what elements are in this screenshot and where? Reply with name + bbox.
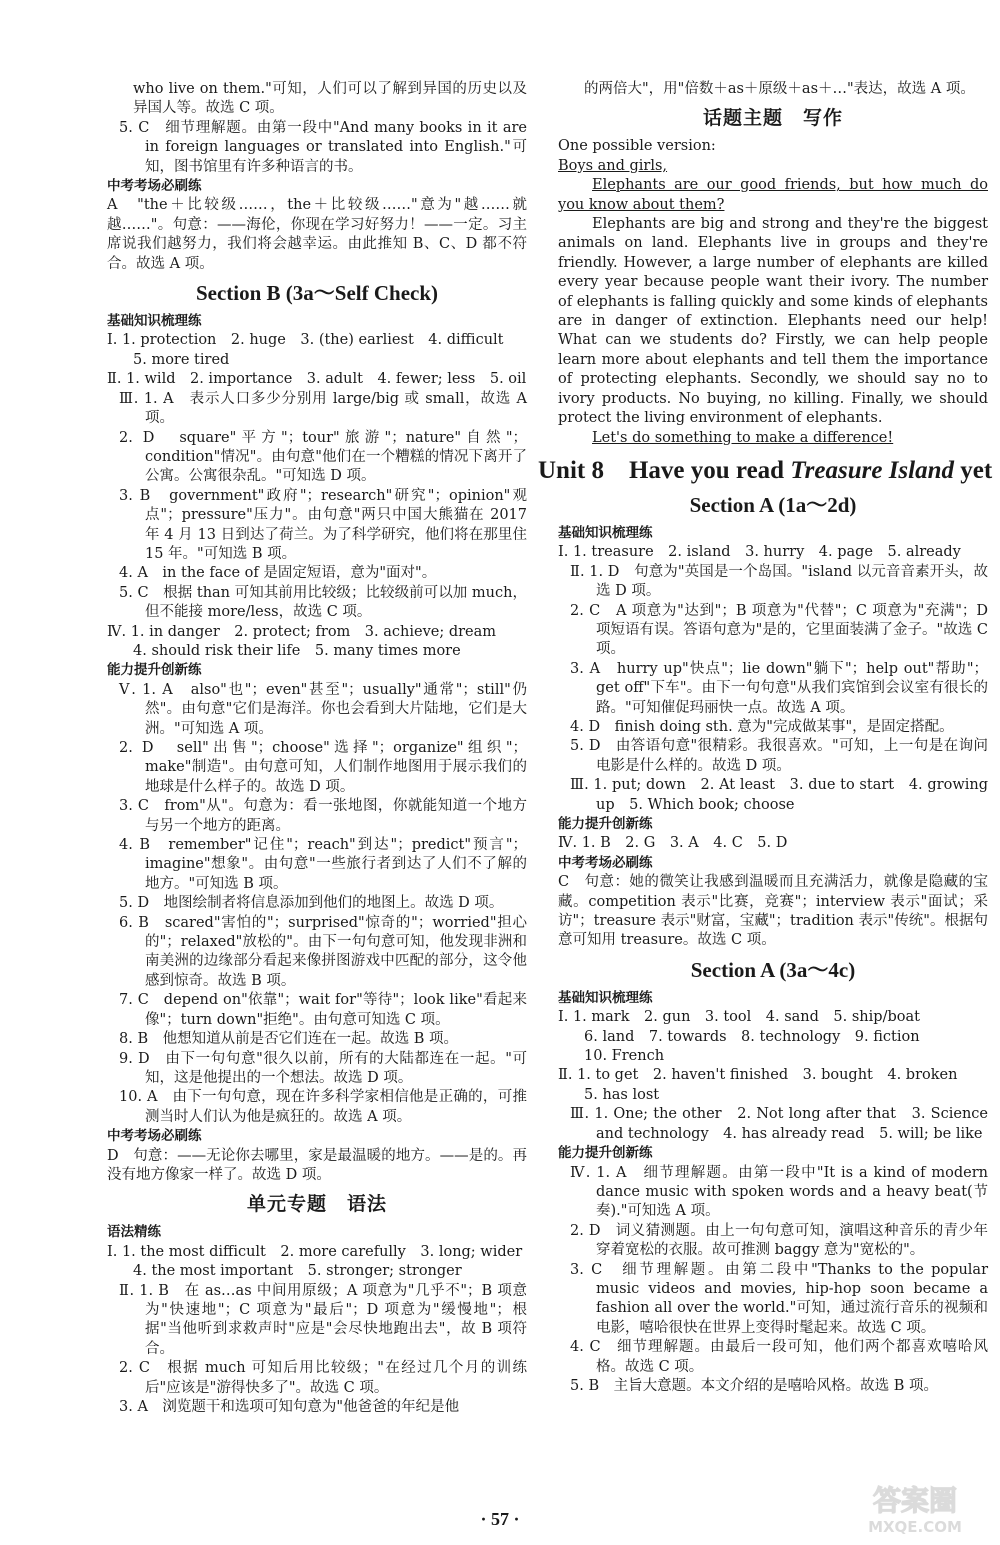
answer-item: 3. A 浏览题干和选项可知句意为"他爸爸的年纪是他 xyxy=(119,1399,460,1415)
essay-paragraph: Elephants are our good friends, but how much do you know about them? xyxy=(558,177,988,213)
answer-item: 4. B remember"记住"；reach"到达"；predict"预言"；imagine"想象"。由句意"一些旅行者到达了人们不了解的地方。"可知选 B 项。 xyxy=(119,837,527,892)
unit-heading-prefix: Unit 8 Have you read xyxy=(538,456,791,484)
answer-item: 7. C depend on"依靠"；wait for"等待"；look like"看起来像"；turn down"拒绝"。由句意可知选 C 项。 xyxy=(119,992,527,1028)
answer-item: 5. B 主旨大意题。本文介绍的是嘻哈风格。故选 B 项。 xyxy=(570,1377,938,1394)
practice-label: 基础知识梳理练 xyxy=(558,524,653,541)
watermark-logo xyxy=(840,1478,990,1538)
answer-line: Ⅳ. 1. in danger 2. protect; from 3. achieve; dream xyxy=(107,623,497,640)
unit-heading-suffix: yet xyxy=(954,456,993,484)
answer-line: Ⅰ. 1. protection 2. huge 3. (the) earliest 4. difficult xyxy=(107,332,504,349)
essay-greeting: Boys and girls, xyxy=(558,157,668,174)
answer-line: Ⅰ. 1. mark 2. gun 3. tool 4. sand 5. ship/boat xyxy=(558,1009,920,1026)
essay-paragraph: Elephants are big and strong and they're the biggest animals on land. Elephants live in groups and they're friendly. However, a large number of elephants are killed every year because people want their ivory. The number of elephants is falling quickly and some kinds of elephants are in danger of extinction. Elephants need our help! What can we students do? Firstly, we can help people learn more about elephants and tell them the importance of protecting elephants. Secondly, we should say no to ivory products. No buying, no killing. Finally, we should protect the living environment of elephants. xyxy=(558,216,988,427)
answer-item: 5. C 细节理解题。由第一段中"And many books in it are in foreign languages or translated into English."可知，图书馆里有许多种语言的书。 xyxy=(119,119,527,175)
answer-item: Ⅱ. 1. B 在 as…as 中间用原级；A 项意为"几乎不"；B 项意为"快速地"；C 项意为"最后"；D 项意为"缓慢地"；根据"当他听到求救声时"应是"会尽快地跑出去"，故 B 项符合。 xyxy=(119,1282,527,1357)
section-heading: Section A (3a～4c) xyxy=(690,957,856,982)
answer-item: 2. C 根据 much 可知后用比较级；"在经过几个月的训练后"应该是"游得快多了"。故选 C 项。 xyxy=(119,1360,527,1396)
essay-intro: One possible version: xyxy=(558,138,716,155)
answer-item: 2. C A 项意为"达到"；B 项意为"代替"；C 项意为"充满"；D 项短语有误。答语句意为"是的，它里面装满了金子。"故选 C 项。 xyxy=(570,602,988,658)
answer-paragraph: D 句意：——无论你去哪里，家是最温暖的地方。——是的。再没有地方像家一样了。故选 D 项。 xyxy=(107,1147,527,1183)
answer-item: 8. B 他想知道从前是否它们连在一起。故选 B 项。 xyxy=(119,1031,458,1048)
answer-item: 4. A in the face of 是固定短语，意为"面对"。 xyxy=(119,565,437,582)
answer-item: 2. D 词义猜测题。由上一句句意可知，演唱这种音乐的青少年穿着宽松的衣服。故可推测 baggy 意为"宽松的"。 xyxy=(570,1222,988,1259)
section-heading: 单元专题 语法 xyxy=(246,1193,387,1216)
essay-paragraph: Let's do something to make a difference! xyxy=(592,429,894,446)
answer-item: 5. D 地图绘制者将信息添加到他们的地图上。故选 D 项。 xyxy=(119,895,504,912)
answer-item: Ⅲ. 1. put; down 2. At least 3. due to start 4. growing up 5. Which book; choose xyxy=(570,777,988,813)
answer-item: 2. D sell"出售"；choose"选择"；organize"组织"；make"制造"。由句意可知，人们制作地图用于展示我们的地球是什么样子的。故选 D 项。 xyxy=(119,740,527,795)
unit-heading xyxy=(538,456,993,486)
answer-line: 10. French xyxy=(584,1048,665,1065)
answer-line: Ⅰ. 1. the most difficult 2. more carefully 3. long; wider xyxy=(107,1243,523,1260)
answer-item: Ⅴ. 1. A also"也"；even"甚至"；usually"通常"；still"仍然"。由句意"它们是海洋。你也会看到大片陆地，它们是大洲。"可知选 A 项。 xyxy=(119,681,527,737)
answer-line: Ⅱ. 1. wild 2. importance 3. adult 4. fewer; less 5. oil xyxy=(107,371,527,388)
practice-label: 中考考场必刷练 xyxy=(107,1128,202,1145)
left-column xyxy=(107,80,527,1417)
answer-item: 2. D square"平方"；tour"旅游"；nature"自然"；condition"情况"。由句意"他们在一个糟糕的情况下离开了公寓。公寓很杂乱。"可知选 D 项。 xyxy=(119,429,527,485)
answer-item: 6. B scared"害怕的"；surprised"惊奇的"；worried"担心的"；relaxed"放松的"。由下一句句意可知，他发现非洲和南美洲的边缘部分看起来像拼图游戏中匹配的部分，这令他感到惊奇。故选 B 项。 xyxy=(119,914,527,989)
answer-item: 3. C 细节理解题。由第二段中"Thanks to the popular music videos and movies, hip-hop soon became a fashion all over the world."可知，通过流行音乐的视频和电影，嘻哈很快在世界上变得时髦起来。故选 C 项。 xyxy=(570,1261,988,1336)
practice-label: 基础知识梳理练 xyxy=(107,313,202,330)
section-heading: 话题主题 写作 xyxy=(702,107,843,130)
answer-item: Ⅲ. 1. A 表示人口多少分别用 large/big 或 small，故选 A 项。 xyxy=(119,390,527,427)
practice-label: 能力提升创新练 xyxy=(107,662,202,679)
unit-heading-title: Treasure Island xyxy=(790,456,955,484)
answer-line: 5. has lost xyxy=(584,1086,660,1103)
answer-item: 5. C 根据 than 可知其前用比较级；比较级前可以加 much，但不能接 more/less，故选 C 项。 xyxy=(119,584,527,621)
answer-item: 3. C from"从"。句意为：看一张地图，你就能知道一个地方与另一个地方的距离。 xyxy=(119,798,527,834)
section-heading: Section A (1a～2d) xyxy=(689,492,857,517)
watermark-text-top: 答案圈 xyxy=(872,1484,958,1517)
answer-item: 5. D 由答语句意"很精彩。我很喜欢。"可知，上一句是在询问电影是什么样的。故选 D 项。 xyxy=(570,738,988,774)
answer-line: 6. land 7. towards 8. technology 9. fiction xyxy=(584,1028,920,1045)
answer-continuation: who live on them."可知，人们可以了解到异国的历史以及异国人等。故选 C 项。 xyxy=(133,81,527,117)
answer-continuation: 的两倍大"，用"倍数＋as＋原级＋as＋…"表达，故选 A 项。 xyxy=(584,81,975,97)
answer-line: Ⅱ. 1. to get 2. haven't finished 3. bought 4. broken xyxy=(558,1067,958,1084)
section-heading: Section B (3a～Self Check) xyxy=(195,281,439,306)
answer-line: 4. should risk their life 5. many times more xyxy=(133,642,461,659)
answer-paragraph: C 句意：她的微笑让我感到温暖而且充满活力，就像是隐藏的宝藏。competition 表示"比赛，竞赛"；interview 表示"面试；采访"；treasure 表示"财富，宝藏"；tradition 表示"传统"。根据句意可知用 treasure。故选 C 项。 xyxy=(558,874,988,949)
practice-label: 能力提升创新练 xyxy=(558,1145,653,1162)
page-number: · 57 · xyxy=(480,1509,520,1529)
watermark-text-bottom: MXQE.COM xyxy=(868,1518,962,1536)
right-column xyxy=(538,80,993,1396)
answer-item: Ⅳ. 1. A 细节理解题。由第一段中"It is a kind of modern dance music with spoken words and a heavy beat(节奏)."可知选 A 项。 xyxy=(570,1164,988,1220)
answer-line: 4. the most important 5. stronger; stronger xyxy=(133,1263,462,1280)
answer-line: Ⅰ. 1. treasure 2. island 3. hurry 4. page 5. already xyxy=(558,544,961,561)
answer-item: Ⅱ. 1. D 句意为"英国是一个岛国。"island 以元音音素开头，故选 D 项。 xyxy=(570,563,988,600)
answer-item: 3. B government"政府"；research"研究"；opinion"观点"；pressure"压力"。由句意"两只中国大熊猫在 2017 年 4 月 13 日到达了荷兰。为了科学研究，他们将在那里住 15 年。"可知选 B 项。 xyxy=(119,487,527,562)
answer-item: 4. C 细节理解题。由最后一段可知，他们两个都喜欢嘻哈风格。故选 C 项。 xyxy=(570,1339,988,1375)
practice-label: 基础知识梳理练 xyxy=(558,989,653,1006)
answer-item: 4. D finish doing sth. 意为"完成做某事"，是固定搭配。 xyxy=(570,718,954,735)
answer-paragraph: A "the＋比较级……，the＋比较级……"意为"越……就越……"。句意：——海伦，你现在学习好努力！——一定。习主席说我们越努力，我们将会越幸运。由此推知 B、C、D 都不符合。故选 A 项。 xyxy=(107,197,527,272)
practice-label: 中考考场必刷练 xyxy=(107,178,202,195)
answer-item: 9. D 由下一句句意"很久以前，所有的大陆都连在一起。"可知，这是他提出的一个想法。故选 D 项。 xyxy=(119,1050,527,1086)
answer-item: 3. A hurry up"快点"；lie down"躺下"；help out"帮助"；get off"下车"。由下一句句意"从我们宾馆到会议室有很长的路。"可知催促玛丽快一点。故选 A 项。 xyxy=(570,660,988,716)
practice-label: 语法精练 xyxy=(107,1224,161,1241)
answer-item: Ⅲ. 1. One; the other 2. Not long after that 3. Science and technology 4. has already read 5. will; be like xyxy=(570,1106,988,1142)
practice-label: 中考考场必刷练 xyxy=(558,854,653,871)
answer-line: Ⅳ. 1. B 2. G 3. A 4. C 5. D xyxy=(558,835,788,852)
practice-label: 能力提升创新练 xyxy=(558,816,653,832)
answer-item: 10. A 由下一句句意，现在许多科学家相信他是正确的，可推测当时人们认为他是疯狂的。故选 A 项。 xyxy=(119,1089,527,1125)
answer-line: 5. more tired xyxy=(133,351,230,368)
